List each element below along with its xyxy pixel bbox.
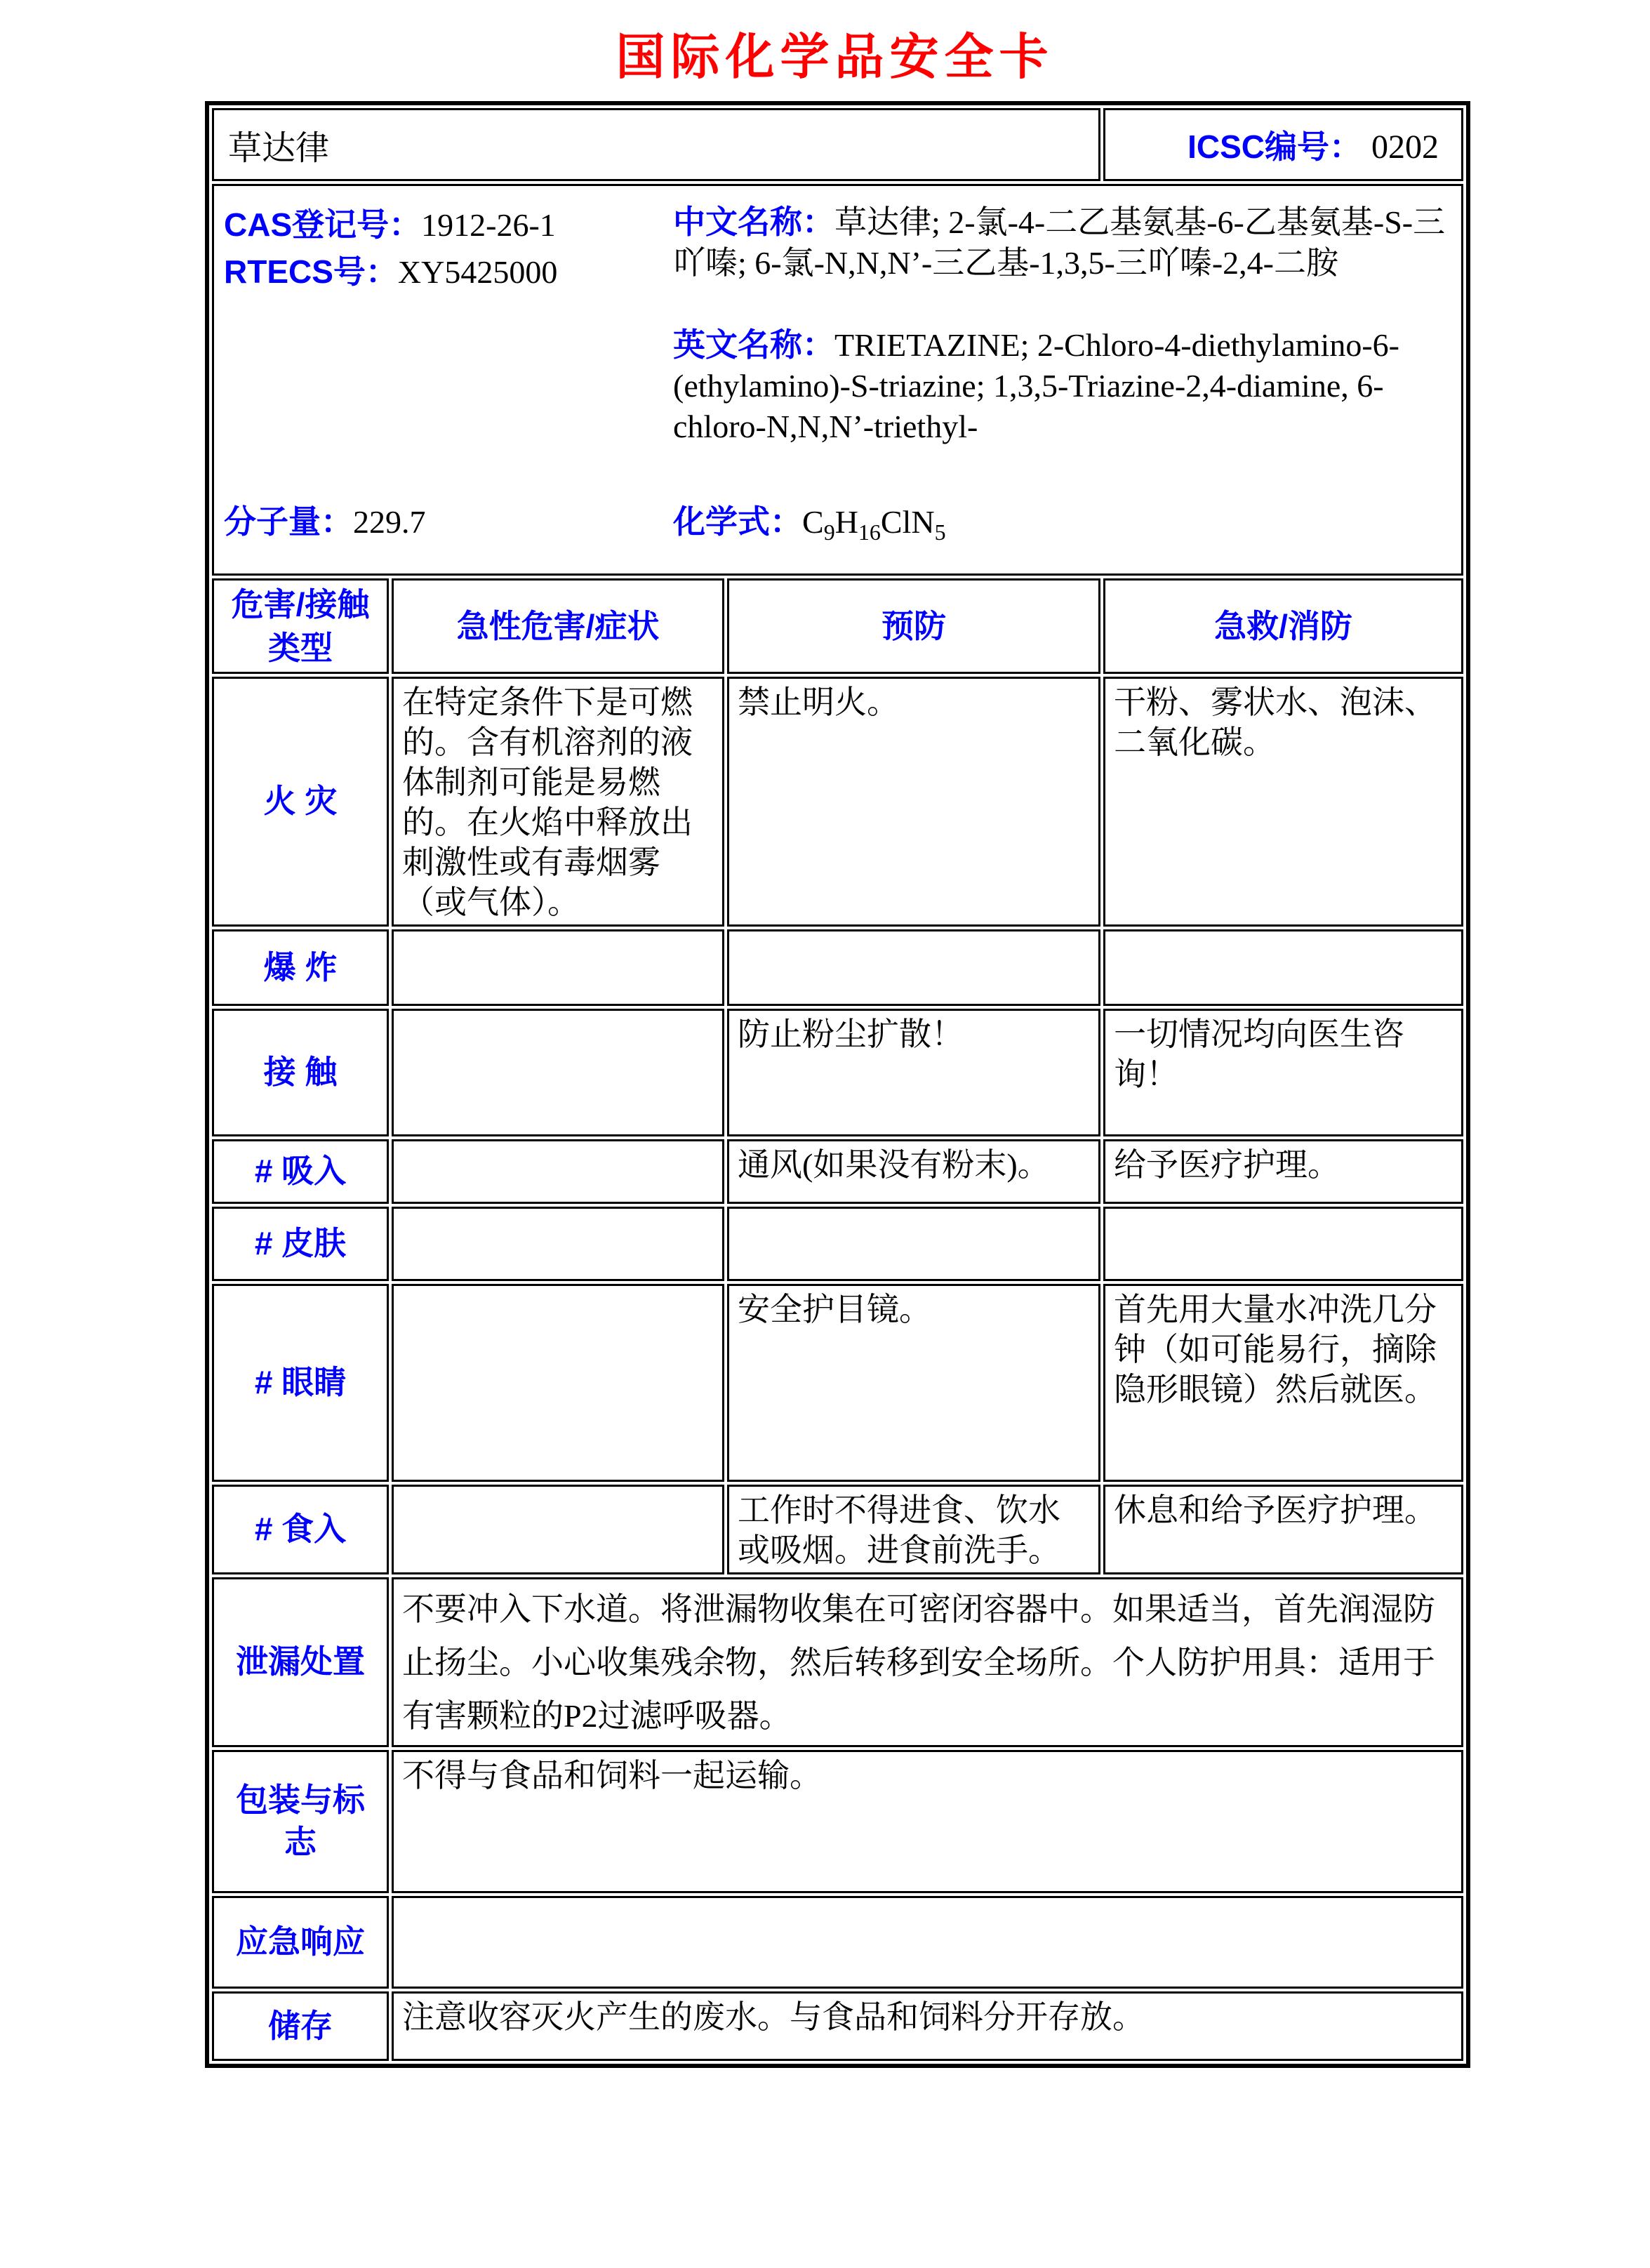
ingestion-firstaid-cell: 休息和给予医疗护理。 [1103,1485,1463,1574]
rtecs-value: XY5425000 [397,254,558,290]
icsc-label: ICSC编号： [1187,128,1362,165]
emergency-response-text-cell [392,1896,1463,1989]
row-label-skin: # 皮肤 [212,1207,389,1281]
fire-firstaid-cell: 干粉、雾状水、泡沫、二氧化碳。 [1103,677,1463,927]
cas-value: 1912-26-1 [421,207,556,243]
chemical-formula-value: $C_9H_{16}ClN_5$ [802,504,946,545]
contact-firstaid-cell: 一切情况均向医生咨询！ [1103,1009,1463,1136]
identification-cell [212,184,1463,576]
icsc-card-table [205,101,1470,2068]
mw-formula-row [224,496,1451,543]
contact-prevention-cell: 防止粉尘扩散！ [727,1009,1100,1136]
explosion-symptoms-cell [392,929,724,1006]
chemical-formula [673,496,946,543]
chinese-name-value: 草达律; 2-氯-4-二乙基氨基-6-乙基氨基-S-三吖嗪; 6-氯-N,N,N’-三乙基-1,3,5-三吖嗪-2,4-二胺 [673,204,1446,281]
inhalation-prevention-cell: 通风(如果没有粉末)。 [727,1139,1100,1204]
col-header-hazard-type: 危害/接触类型 [212,578,389,674]
row-label-storage: 储存 [212,1991,389,2061]
substance-header-row [212,108,1463,181]
chinese-name-paragraph [673,201,1451,284]
english-name-label: 英文名称： [673,326,834,363]
hazard-row-fire [212,677,1463,927]
ingestion-symptoms-cell [392,1485,724,1574]
hazard-row-eyes [212,1284,1463,1482]
rtecs-label: RTECS号： [224,253,398,290]
col-header-symptoms: 急性危害/症状 [392,578,724,674]
eyes-prevention-cell: 安全护目镜。 [727,1284,1100,1482]
identification-row [212,184,1463,576]
hazard-row-contact [212,1009,1463,1136]
contact-symptoms-cell [392,1009,724,1136]
skin-firstaid-cell [1103,1207,1463,1281]
skin-symptoms-cell [392,1207,724,1281]
row-label-ingestion: # 食入 [212,1485,389,1574]
hazard-row-ingestion [212,1485,1463,1574]
packaging-text-cell: 不得与食品和饲料一起运输。 [392,1750,1463,1893]
row-label-emergency-response: 应急响应 [212,1896,389,1989]
row-label-contact: 接 触 [212,1009,389,1136]
explosion-firstaid-cell [1103,929,1463,1006]
substance-name-cell [212,108,1100,181]
row-label-spillage: 泄漏处置 [212,1577,389,1747]
inhalation-symptoms-cell [392,1139,724,1204]
icsc-number: 0202 [1371,128,1439,166]
registry-numbers [224,201,673,296]
storage-text-cell: 注意收容灭火产生的废水。与食品和饲料分开存放。 [392,1991,1463,2061]
english-name-paragraph [673,324,1451,447]
chemical-names [673,201,1451,447]
col-header-firstaid: 急救/消防 [1103,578,1463,674]
icsc-card-page [0,18,1650,2068]
ingestion-prevention-cell: 工作时不得进食、饮水或吸烟。进食前洗手。 [727,1485,1100,1574]
chinese-name-label: 中文名称： [673,204,834,240]
section-row-spillage [212,1577,1463,1747]
chemical-formula-label: 化学式： [673,503,802,540]
eyes-symptoms-cell [392,1284,724,1482]
hazard-row-skin [212,1207,1463,1281]
fire-symptoms-cell: 在特定条件下是可燃的。含有机溶剂的液体制剂可能是易燃的。在火焰中释放出刺激性或有毒烟雾（或气体）。 [392,677,724,927]
skin-prevention-cell [727,1207,1100,1281]
inhalation-firstaid-cell: 给予医疗护理。 [1103,1139,1463,1204]
row-label-packaging: 包装与标志 [212,1750,389,1893]
spillage-text-cell: 不要冲入下水道。将泄漏物收集在可密闭容器中。如果适当，首先润湿防止扬尘。小心收集残余物，然后转移到安全场所。个人防护用具：适用于有害颗粒的P2过滤呼吸器。 [392,1577,1463,1747]
explosion-prevention-cell [727,929,1100,1006]
section-row-emergency-response [212,1896,1463,1989]
eyes-firstaid-cell: 首先用大量水冲洗几分钟（如可能易行，摘除隐形眼镜）然后就医。 [1103,1284,1463,1482]
molecular-weight [224,496,673,543]
col-header-prevention: 预防 [727,578,1100,674]
row-label-eyes: # 眼睛 [212,1284,389,1482]
fire-prevention-cell: 禁止明火。 [727,677,1100,927]
molecular-weight-label: 分子量： [224,503,353,540]
rtecs-line [224,248,673,296]
identification-grid [224,201,1451,447]
cas-label: CAS登记号： [224,206,422,243]
hazard-row-inhalation [212,1139,1463,1204]
icsc-number-cell [1103,108,1463,181]
row-label-inhalation: # 吸入 [212,1139,389,1204]
section-row-packaging [212,1750,1463,1893]
english-name-value: TRIETAZINE; 2-Chloro-4-diethylamino-6-(ethylamino)-S-triazine; 1,3,5-Triazine-2,4-diamine, 6-chloro-N,N,N’-triethyl- [673,327,1399,444]
molecular-weight-value: 229.7 [353,504,426,540]
hazard-row-explosion [212,929,1463,1006]
row-label-explosion: 爆 炸 [212,929,389,1006]
hazard-table-header-row [212,578,1463,674]
cas-line [224,201,673,248]
row-label-fire: 火 灾 [212,677,389,927]
substance-name: 草达律 [228,129,330,167]
section-row-storage [212,1991,1463,2061]
page-title: 国际化学品安全卡 [616,27,1054,86]
